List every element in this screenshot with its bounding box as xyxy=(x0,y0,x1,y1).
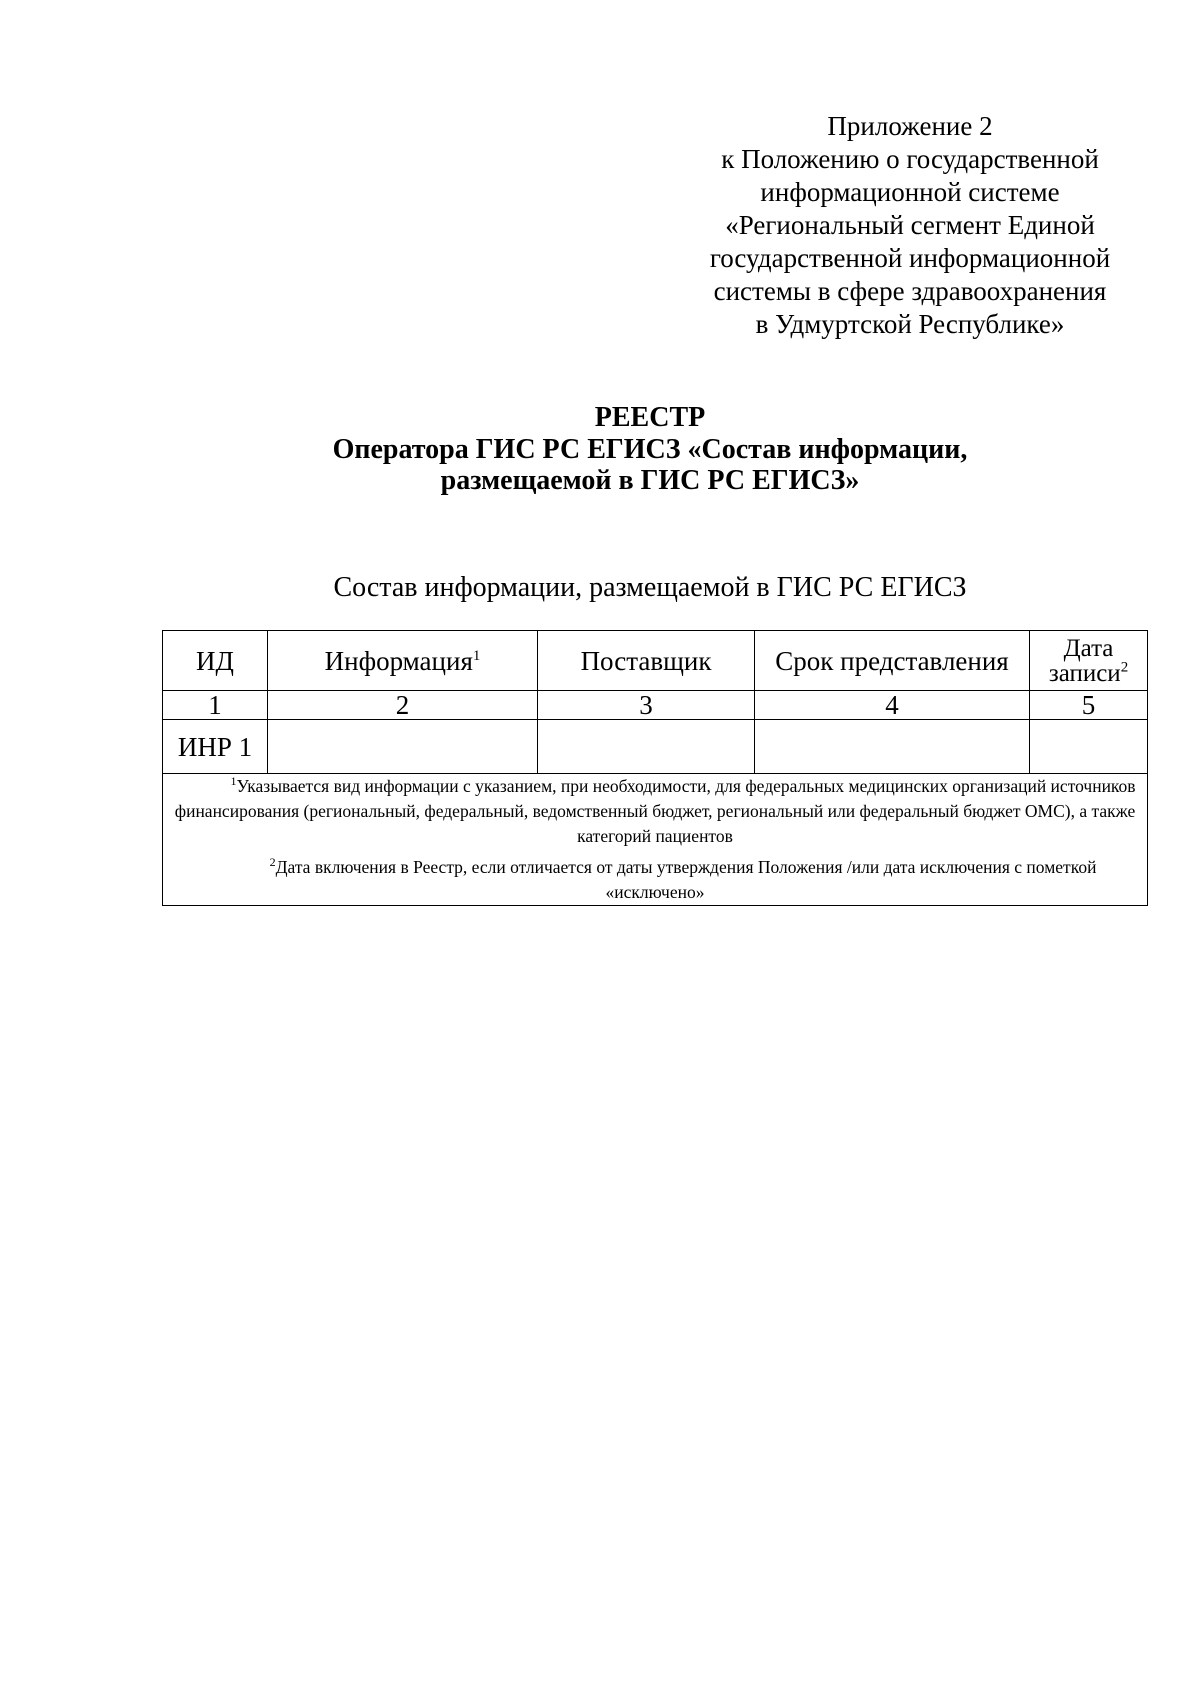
appendix-line: в Удмуртской Республике» xyxy=(755,309,1065,339)
header-date: Дата записи$^2$ xyxy=(1030,631,1148,691)
footnote-2: $^2$Дата включения в Реестр, если отличается от даты утверждения Положения /или дата исключения с пометкой «исключено» xyxy=(269,855,1097,902)
appendix-header xyxy=(640,110,1180,341)
cell-info xyxy=(268,720,538,774)
appendix-line: государственной информационной xyxy=(709,243,1111,273)
document-title xyxy=(0,402,1200,497)
cell-id: ИНР 1 xyxy=(163,720,268,774)
header-supplier: Поставщик xyxy=(538,631,755,691)
column-number: 1 xyxy=(163,691,268,720)
column-number: 4 xyxy=(755,691,1030,720)
title-line-2: Оператора ГИС РС ЕГИСЗ «Состав информации, xyxy=(332,433,968,465)
footnote-ref: 1 xyxy=(472,647,481,664)
title-line-3: размещаемой в ГИС РС ЕГИСЗ» xyxy=(440,465,860,496)
header-deadline: Срок представления xyxy=(755,631,1030,691)
table-row xyxy=(163,720,1148,774)
footnote-1: $^1$Указывается вид информации с указанием, при необходимости, для федеральных медицинских организаций источников финансирования (региональный, федеральный, ведомственный бюджет, региональный или федеральный бюджет ОМС), а также категорий пациентов xyxy=(174,774,1136,846)
column-number: 5 xyxy=(1030,691,1148,720)
column-number-row xyxy=(163,691,1148,720)
appendix-line: к Положению о государственной xyxy=(721,144,1099,174)
registry-table xyxy=(162,630,1148,906)
cell-deadline xyxy=(755,720,1030,774)
appendix-line: информационной системе xyxy=(760,177,1060,207)
appendix-line: системы в сфере здравоохранения xyxy=(713,276,1107,306)
column-number: 3 xyxy=(538,691,755,720)
appendix-line: Приложение 2 xyxy=(827,111,993,141)
header-info: Информация$^1$ xyxy=(268,631,538,691)
footnotes-cell xyxy=(163,774,1148,906)
header-row xyxy=(163,631,1148,691)
cell-supplier xyxy=(538,720,755,774)
footnotes-row xyxy=(163,774,1148,906)
table-caption: Состав информации, размещаемой в ГИС РС ЕГИСЗ xyxy=(333,572,967,603)
appendix-line: «Региональный сегмент Единой xyxy=(725,210,1095,240)
column-number: 2 xyxy=(268,691,538,720)
footnote-ref: 2 xyxy=(1120,659,1129,676)
title-line-1: РЕЕСТР xyxy=(594,402,706,433)
header-id: ИД xyxy=(163,631,268,691)
cell-date xyxy=(1030,720,1148,774)
